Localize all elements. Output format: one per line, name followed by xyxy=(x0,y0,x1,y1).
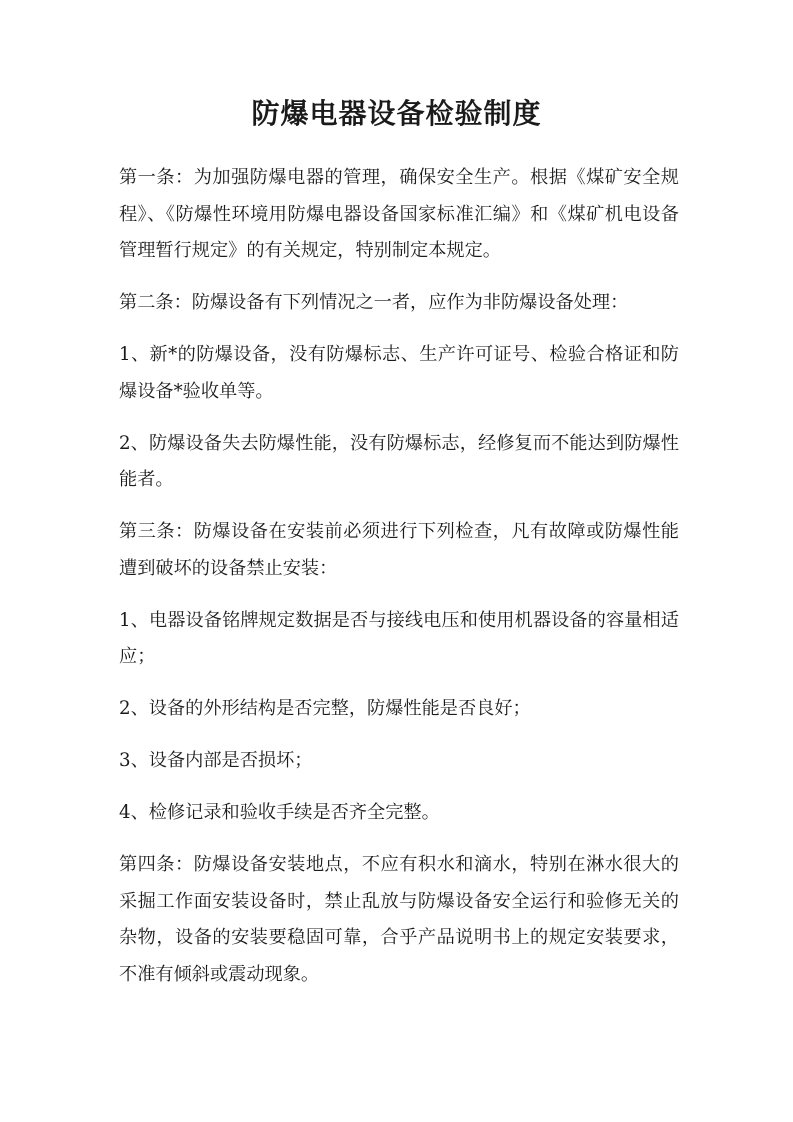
article-3-item-4: 4、检修记录和验收手续是否齐全完整。 xyxy=(119,802,440,823)
article-3-item-1: 1、电器设备铭牌规定数据是否与接线电压和使用机器设备的容量相适应； xyxy=(119,609,679,667)
article-4-paragraph: 第四条：防爆设备安装地点，不应有积水和滴水，特别在淋水很大的采掘工作面安装设备时，禁止乱放与防爆设备安全运行和验修无关的杂物，设备的安装要稳固可靠，合乎产品说明书上的规定安装要求，不准有倾斜或震动现象。 xyxy=(119,854,679,985)
article-2-item-1: 1、新*的防爆设备，没有防爆标志、生产许可证号、检验合格证和防爆设备*验收单等。 xyxy=(119,344,679,402)
document-title: 防爆电器设备检验制度 xyxy=(251,97,542,130)
article-3-paragraph: 第三条：防爆设备在安装前必须进行下列检查，凡有故障或防爆性能遭到破坏的设备禁止安装： xyxy=(119,521,679,579)
article-3-item-3: 3、设备内部是否损坏； xyxy=(119,750,313,771)
article-2-item-2: 2、防爆设备失去防爆性能，没有防爆标志，经修复而不能达到防爆性能者。 xyxy=(119,432,679,490)
article-2-paragraph: 第二条：防爆设备有下列情况之一者，应作为非防爆设备处理： xyxy=(119,292,629,313)
article-1-paragraph: 第一条：为加强防爆电器的管理，确保安全生产。根据《煤矿安全规程》、《防爆性环境用防爆电器设备国家标准汇编》和《煤矿机电设备管理暂行规定》的有关规定，特别制定本规定。 xyxy=(119,167,679,261)
document-body xyxy=(119,160,679,1009)
article-3-item-2: 2、设备的外形结构是否完整，防爆性能是否良好； xyxy=(119,698,531,719)
